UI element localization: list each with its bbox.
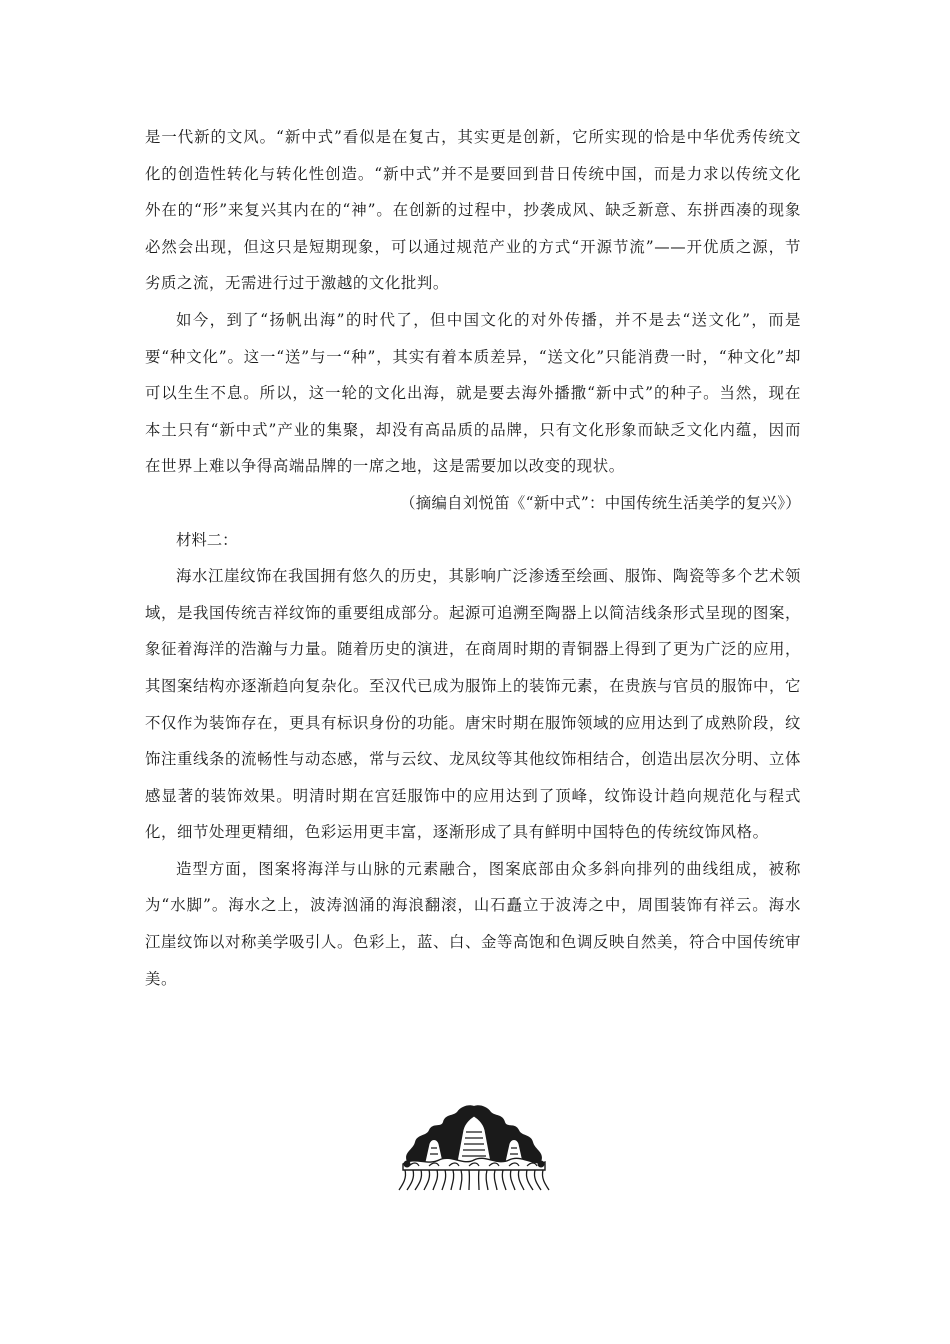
material-two-label: 材料二： <box>176 530 238 549</box>
material-two-paragraph-1: 海水江崖纹饰在我国拥有悠久的历史，其影响广泛渗透至绘画、服饰、陶瓷等多个艺术领域，是我国传统吉祥纹饰的重要组成部分。起源可追溯至陶器上以简洁线条形式呈现的图案，象征着海洋的浩瀚与力量。随着历史的演进，在商周时期的青铜器上得到了更为广泛的应用，其图案结构亦逐渐趋向复杂化。至汉代已成为服饰上的装饰元素，在贵族与官员的服饰中，它不仅作为装饰存在，更具有标识身份的功能。唐宋时期在服饰领域的应用达到了成熟阶段，纹饰注重线条的流畅性与动态感，常与云纹、龙凤纹等其他纹饰相结合，创造出层次分明、立体感显著的装饰效果。明清时期在宫廷服饰中的应用达到了顶峰，纹饰设计趋向规范化与程式化，细节处理更精细，色彩运用更丰富，逐渐形成了具有鲜明中国特色的传统纹饰风格。 <box>145 567 801 842</box>
material-one-paragraph-1: 是一代新的文风。“新中式”看似是在复古，其实更是创新，它所实现的恰是中华优秀传统文化的创造性转化与转化性创造。“新中式”并不是要回到昔日传统中国，而是力求以传统文化外在的“形”来复兴其内在的“神”。在创新的过程中，抄袭成风、缺乏新意、东拼西凑的现象必然会出现，但这只是短期现象，可以通过规范产业的方式“开源节流”——开优质之源，节劣质之流，无需进行过于激越的文化批判。 <box>145 128 801 293</box>
material-one-source: （摘编自刘悦笛《“新中式”：中国传统生活美学的复兴》） <box>400 493 801 512</box>
material-one-paragraph-2: 如今，到了“扬帆出海”的时代了，但中国文化的对外传播，并不是去“送文化”，而是要“种文化”。这一“送”与一“种”，其实有着本质差异，“送文化”只能消费一时，“种文化”却可以生生不息。所以，这一轮的文化出海，就是要去海外播撒“新中式”的种子。当然，现在本土只有“新中式”产业的集聚，却没有高品质的品牌，只有文化形象而缺乏文化内蕴，因而在世界上难以争得高端品牌的一席之地，这是需要加以改变的现状。 <box>145 310 801 476</box>
document-page <box>145 119 801 997</box>
material-two-paragraph-2: 造型方面，图案将海洋与山脉的元素融合，图案底部由众多斜向排列的曲线组成，被称为“水脚”。海水之上，波涛汹涌的海浪翻滚，山石矗立于波涛之中，周围装饰有祥云。海水江崖纹饰以对称美学吸引人。色彩上，蓝、白、金等高饱和色调反映自然美，符合中国传统审美。 <box>145 859 801 988</box>
sea-cliff-pattern-icon <box>395 1104 553 1192</box>
